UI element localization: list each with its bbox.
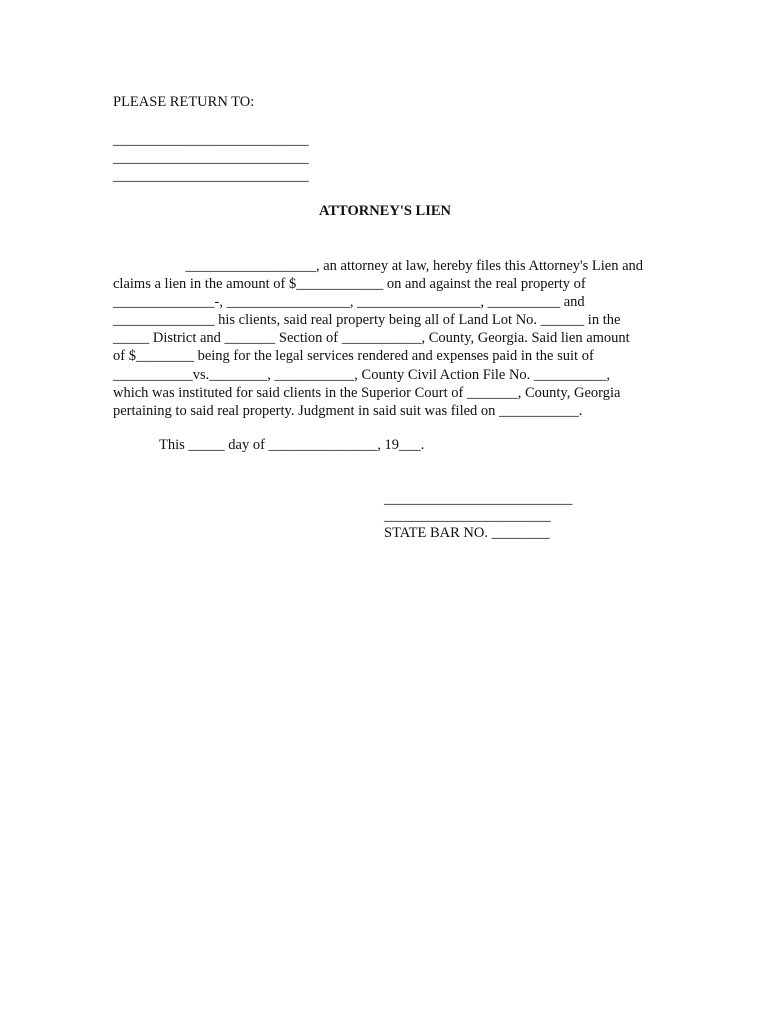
body-line-3: ______________-, _________________, _________________, __________ and (113, 294, 585, 311)
lien-body-paragraph (113, 257, 663, 420)
name-line: _______________________ (384, 508, 551, 524)
body-line-5: _____ District and _______ Section of ___________, County, Georgia. Said lien amount (113, 330, 630, 347)
document-title: ATTORNEY'S LIEN (318, 203, 451, 219)
signature-block (384, 491, 573, 542)
state-bar-number: STATE BAR NO. ________ (384, 525, 550, 541)
date-line: This _____ day of _______________, 19___. (159, 437, 425, 453)
return-to-label: PLEASE RETURN TO: (113, 94, 255, 110)
body-line-7: ___________vs.________, ___________, County Civil Action File No. __________, (113, 366, 611, 383)
body-line-4: ______________ his clients, said real property being all of Land Lot No. ______ in the (113, 312, 621, 329)
return-address-line-3: ___________________________ (113, 168, 309, 184)
body-line-2: claims a lien in the amount of $____________ on and against the real property of (113, 276, 586, 293)
return-address-line-2: ___________________________ (113, 150, 309, 166)
body-line-8: which was instituted for said clients in the Superior Court of _______, County, Georgia (113, 384, 621, 401)
body-line-1: __________________, an attorney at law, hereby files this Attorney's Lien and (113, 258, 644, 274)
body-line-9: pertaining to said real property. Judgment in said suit was filed on ___________. (113, 402, 583, 419)
body-line-6: of $________ being for the legal services rendered and expenses paid in the suit of (113, 348, 594, 365)
signature-line: __________________________ (384, 491, 573, 507)
return-address-line-1: ___________________________ (113, 132, 309, 148)
